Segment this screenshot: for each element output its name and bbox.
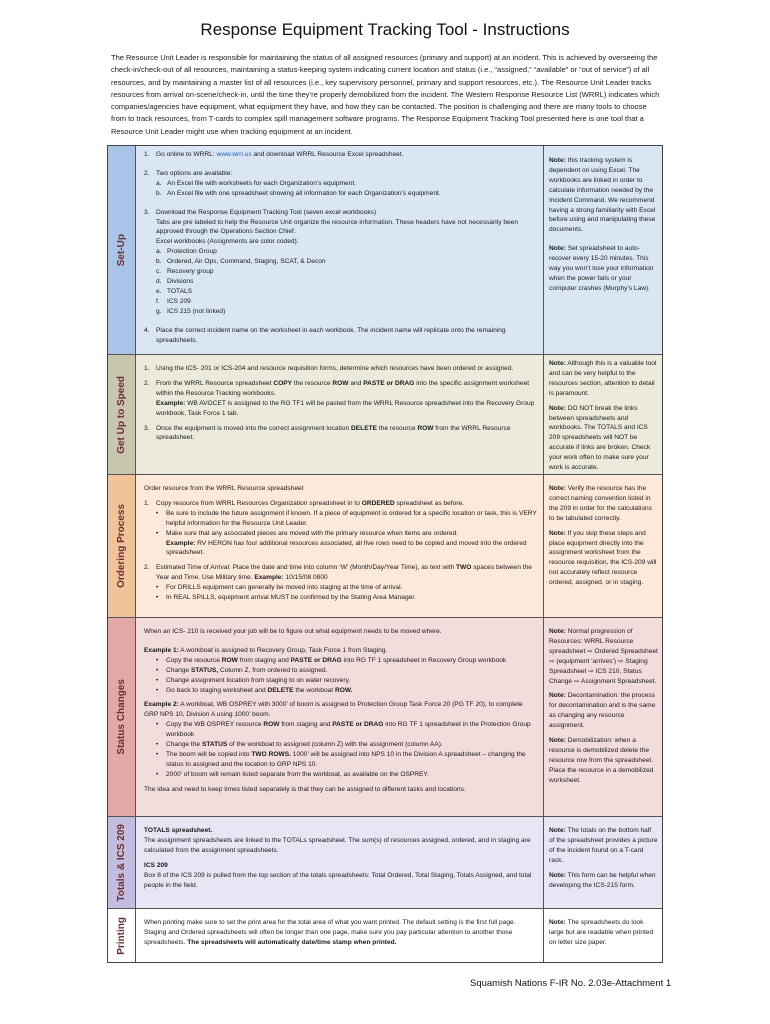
print-notes: Note: The spreadsheets do look large but are readable when printed on letter size paper.	[544, 909, 662, 962]
row-get-up-to-speed	[108, 355, 662, 475]
row-setup	[108, 146, 662, 355]
row-totals-ics209	[108, 817, 662, 909]
order-notes: Note: Verify the resource has the correct naming convention listed in the 209 in order for the calculations to be tabulated correctly. Note: If you skip these steps and place equipment directly into the assignment worksheet from the resource requisition, the ICS-209 will not accurately reflect resource ordered, assigned, or in staging.	[544, 475, 662, 617]
print-content: When printing make sure to set the print area for the total area of what you want printed. The default setting is the first full page. Staging and Ordered spreadsheets will often be longer than one page, make sure you pay particular attention to another those spreadsheets. The spreadsheets will automatically date/time stamp when printed.	[136, 909, 544, 962]
status-content: When an ICS- 210 is received your job will be to figure out what equipment needs to be moved where. Example 1: A workboat is assigned to Recovery Group, Task Force 1 from Staging. • Copy the resource ROW from staging and PASTE or DRAG into RG TF 1 spreadsheet in Recovery Group workbook • Change STATUS, Column Z, from ordered to assigned. • Change assignment location from staging to on water recovery. • Go back to staging worksheet and DELETE the workboat ROW. Example 2: A workboat, WB OSPREY with 3000’ of boom is assigned to Protection Group Task Force 20 (PG TF 20), to complete GRP NPS 10, Division A using 1000’ boom. • Copy the WB OSPREY resource ROW from staging and PASTE or DRAG into RG TF 1 spreadsheet in the Protection Group workbook • Change the STATUS of the workboat to assigned (column Z) with the assignment (column AA). • The boom will be copied into TWO ROWS. 1000’ will be assigned into NPS 10 in the Division A spreadsheet – changing the status to assigned and the location to GRP NPS 10. • 2000’ of boom will remain listed separate from the workboat, as available on the OSPREY. The idea and need to keep times listed separately is that they can be assigned to different tasks and locations.	[136, 618, 544, 816]
totals-content: TOTALS spreadsheet. The assignment spreadsheets are linked to the TOTALs spreadsheet. The sum(s) of resources assigned, ordered, and in staging are calculated from the assignment spreadsheets. ICS 209 Box 8 of the ICS 209 is pulled from the top section of the totals spreadsheets: Total Ordered, Total Staging, Totals Assigned, and total people in the field.	[136, 817, 544, 908]
instructions-table	[107, 145, 663, 963]
section-label-get-up-to-speed: Get Up to Speed	[108, 355, 136, 474]
row-ordering-process	[108, 475, 662, 618]
section-label-printing: Printing	[108, 909, 136, 962]
page-title: Response Equipment Tracking Tool - Instructions	[200, 20, 570, 39]
row-status-changes	[108, 618, 662, 817]
row-printing	[108, 909, 662, 962]
section-label-totals-ics209: Totals & ICS 209	[108, 817, 136, 908]
speed-notes: Note: Although this is a valuable tool and can be very helpful to the resources section, attention to detail is paramount. Note: DO NOT break the links between spreadsheets and workbooks. The TOTALS and ICS 209 spreadsheets will NOT be accurate if links are broken. Check your work often to make sure your work is accurate.	[544, 355, 662, 474]
wrrl-link[interactable]: www.wrrl.us	[216, 151, 252, 158]
setup-content: 1. Go online to WRRL: www.wrrl.us and download WRRL Resource Excel spreadsheet. 2. Two options are available: a. An Excel file with worksheets for each Organization’s equipment. b. An Excel file with one spreadsheet showing all information for each Organization’s equipment. 3. Download the Response Equipment Tracking Tool (seven excel workbooks) Tabs are pre labeled to help the Resource Unit organize the resource information. These headers have not necessarily been approved through the Operations Section Chief. Excel workbooks (Assignments are color coded): a. Protection Group b. Ordered, Air Ops, Command, Staging, SCAT, & Decon c. Recovery group d. Divisions e. TOTALS f. ICS 209 g. ICS 215 (not linked) 4. Place the correct incident name on the worksheet in each workbook. The incident name will replicate onto the remaining spreadsheets.	[136, 146, 544, 354]
speed-content: 1. Using the ICS- 201 or ICS-204 and resource requisition forms, determine which resources have been ordered or assigned. 2. From the WRRL Resource spreadsheet COPY the resource ROW and PASTE or DRAG into the specific assignment worksheet within the Resource Tracking workbooks. Example: WB AVOCET is assigned to the RG TF1 will be pasted from the WRRL Resource spreadsheet into the Recovery Group workbook, Task Force 1 tab. 3. Once the equipment is moved into the correct assignment location DELETE the resource ROW from the WRRL Resource spreadsheet.	[136, 355, 544, 474]
totals-notes: Note: The totals on the bottom half of the spreadsheet provides a picture of the incident found on a T-card rack. Note: This form can be helpful when developing the ICS-215 form.	[544, 817, 662, 908]
order-content: Order resource from the WRRL Resource spreadsheet 1. Copy resource from WRRL Resources Organization spreadsheet in to ORDERED spreadsheet as before. • Be sure to include the future assignment if known. If a piece of equipment is ordered for a specific location or task, this is VERY helpful information for the Resource Unit Leader. • Make sure that any associated pieces are moved with the primary resource when items are ordered. Example: RV HERON has four additional resources associated, all five rows need to be copied and moved into the ordered spreadsheet. 2. Estimated Time of Arrival: Place the date and time into column ‘W’ (Month/Day/Year Time), as text with TWO spaces between the Year and Time. Use Military time. Example: 10/15/08 0800 • For DRILLS equipment can generally be moved into staging at the time of arrival. • In REAL SPILLS, equipment arrival MUST be confirmed by the Stating Area Manager.	[136, 475, 544, 617]
setup-notes: Note: this tracking system is dependent on using Excel. The workbooks are linked in order to calculate information needed by the Incident Command. We recommend having a strong familiarity with Excel before using and manipulating these documents. Note: Set spreadsheet to auto-recover every 15-20 minutes. This way you won’t lose your information when the power fails or your computer crashes (Murphy’s Law).	[544, 146, 662, 354]
section-label-ordering-process: Ordering Process	[108, 475, 136, 617]
status-notes: Note: Normal progression of Resources: WRRL Resource spreadsheet ⇨ Ordered Spreadsheet ⇨ (equipment ‘arrives’) ⇨ Staging Spreadsheet ⇨ ICS 210, Status Change ⇨ Assignment Spreadsheet. Note: Decontamination: the process for decontamination and is the same as changing any resource assignment. Note: Demobilization: when a resource is demobilized delete the resource row from the spreadsheet. Place the resource in a demobilized worksheet.	[544, 618, 662, 816]
intro-paragraph: The Resource Unit Leader is responsible for maintaining the status of all assigned resources (primary and support) at an incident. This is achieved by overseeing the check-in/check-out of all resources, maintaining a status-keeping system indicating current location and status (i.e., “assigned,” “available” or “out of service”) of all resources, and by maintaining a master list of all resources (i.e., key supervisory personnel, primary and support resources, etc.). The Resource Unit Leader tracks resources from arrival on-scene/check-in, until the time they’re properly demobilized from the incident. The Western Response Resource List (WRRL) indicates which companies/agencies have equipment, what equipment they have, and how they can be contacted. The position is challenging and there are many tools to choose from to track resources, from T-cards to complex spill management software programs. The Response Equipment Tracking Tool presented here is one tool that a Resource Unit Leader might use when tracking equipment at an incident.	[111, 53, 660, 136]
footer-reference: Squamish Nations F-IR No. 2.03e-Attachment 1	[470, 978, 672, 989]
section-label-setup: Set-Up	[108, 146, 136, 354]
section-label-status-changes: Status Changes	[108, 618, 136, 816]
